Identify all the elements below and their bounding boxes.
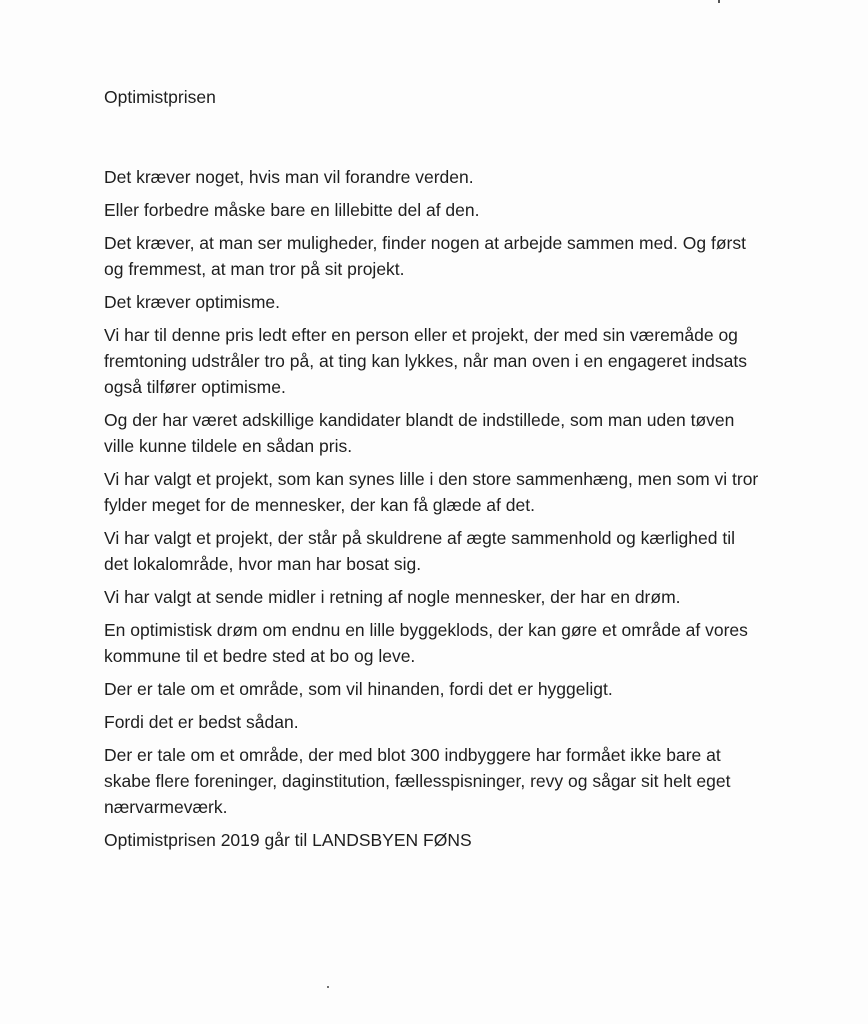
paragraph-line: kommune til et bedre sted at bo og leve.: [104, 646, 416, 666]
paragraph-line: En optimistisk drøm om endnu en lille byggeklods, der kan gøre et område af vores: [104, 620, 748, 640]
paragraph-line: Vi har valgt et projekt, der står på skuldrene af ægte sammenhold og kærlighed til: [104, 528, 735, 548]
paragraph: [104, 525, 844, 577]
paragraph-line: Optimistprisen 2019 går til LANDSBYEN FØNS: [104, 830, 472, 850]
paragraph-line: fylder meget for de mennesker, der kan få glæde af det.: [104, 495, 535, 515]
paragraph-line: Det kræver noget, hvis man vil forandre verden.: [104, 167, 474, 187]
paragraph-line: Og der har været adskillige kandidater blandt de indstillede, som man uden tøven: [104, 410, 735, 430]
paragraph-line: skabe flere foreninger, daginstitution, fællesspisninger, revy og sågar sit helt eget: [104, 771, 731, 791]
paragraph: [104, 230, 844, 282]
paragraph-line: Fordi det er bedst sådan.: [104, 712, 299, 732]
paragraph-line: det lokalområde, hvor man har bosat sig.: [104, 554, 422, 574]
document-body: [104, 164, 844, 860]
scan-mark: [718, 0, 720, 3]
paragraph-line: Eller forbedre måske bare en lillebitte del af den.: [104, 200, 480, 220]
paragraph-line: Der er tale om et område, der med blot 300 indbyggere har formået ikke bare at: [104, 745, 721, 765]
paragraph: [104, 676, 844, 702]
paragraph: [104, 164, 844, 190]
paragraph-line: nærvarmeværk.: [104, 797, 228, 817]
paragraph-line: også tilfører optimisme.: [104, 377, 286, 397]
scan-dot: [327, 986, 329, 988]
paragraph: [104, 617, 844, 669]
paragraph: [104, 709, 844, 735]
paragraph: [104, 407, 844, 459]
paragraph: [104, 322, 844, 400]
paragraph: [104, 742, 844, 820]
paragraph-line: Vi har til denne pris ledt efter en person eller et projekt, der med sin væremåde og: [104, 325, 738, 345]
paragraph-line: fremtoning udstråler tro på, at ting kan lykkes, når man oven i en engageret indsats: [104, 351, 747, 371]
paragraph: [104, 197, 844, 223]
paragraph-line: og fremmest, at man tror på sit projekt.: [104, 259, 405, 279]
paragraph: [104, 289, 844, 315]
document-title: Optimistprisen: [104, 87, 216, 107]
paragraph-line: Det kræver optimisme.: [104, 292, 281, 312]
paragraph: [104, 466, 844, 518]
paragraph-line: Det kræver, at man ser muligheder, finder nogen at arbejde sammen med. Og først: [104, 233, 746, 253]
paragraph-line: Vi har valgt et projekt, som kan synes lille i den store sammenhæng, men som vi tror: [104, 469, 759, 489]
paragraph: [104, 827, 844, 853]
paragraph-line: ville kunne tildele en sådan pris.: [104, 436, 353, 456]
paragraph-line: Der er tale om et område, som vil hinanden, fordi det er hyggeligt.: [104, 679, 613, 699]
paragraph-line: Vi har valgt at sende midler i retning af nogle mennesker, der har en drøm.: [104, 587, 681, 607]
paragraph: [104, 584, 844, 610]
